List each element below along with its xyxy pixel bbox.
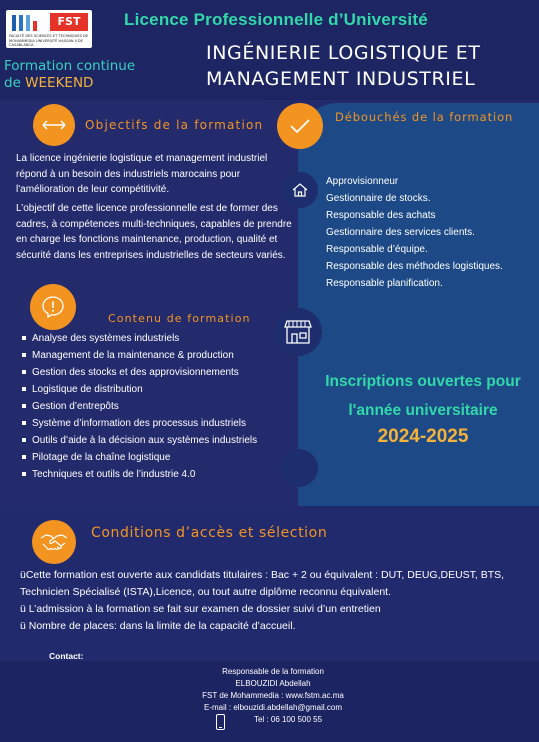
formation-type-line1: Formation continue	[4, 58, 136, 74]
objectifs-paragraph-2: L’objectif de cette licence professionnelle est de former des cadres, à compétences multi-techniques, capables de prendre en charge les fonctions maintenance, production, qualité et sécurité dans les entreprises industrielles de secteurs variés.	[16, 203, 292, 261]
objectifs-paragraph-1: La licence ingénierie logistique et management industriel répond à un besoin des industriels marocains pour l'amélioration de leur compétitivité.	[16, 153, 268, 195]
inscriptions-announcement	[306, 367, 539, 425]
list-item: Gestion d’entrepôts	[21, 398, 261, 415]
inscriptions-line1: Inscriptions ouvertes pour	[325, 373, 521, 390]
list-item: Logistique de distribution	[21, 381, 261, 398]
program-name-line1: INGÉNIERIE LOGISTIQUE ET	[206, 42, 481, 64]
list-item: Responsable des méthodes logistiques.	[326, 261, 503, 272]
page-title: Licence Professionnelle d’Université	[124, 10, 428, 29]
contact-site[interactable]: FST de Mohammedia : www.fstm.ac.ma	[202, 691, 344, 700]
decorative-circle	[280, 449, 318, 487]
arrows-left-right-icon	[33, 104, 75, 146]
list-item: Management de la maintenance & production	[21, 347, 261, 364]
contact-role: Responsable de la formation	[222, 667, 324, 676]
contact-block	[180, 666, 366, 726]
contact-label: Contact:	[49, 651, 84, 661]
list-item: Responsable planification.	[326, 278, 443, 289]
handshake-icon	[32, 520, 76, 564]
logo-mark-icon	[10, 13, 44, 33]
conditions-line2: ü L’admission à la formation se fait sur examen de dossier suivi d’un entretien	[20, 603, 381, 615]
contact-phone: Tel : 06 100 500 55	[253, 715, 323, 724]
formation-weekend: WEEKEND	[25, 75, 94, 91]
academic-year: 2024-2025	[377, 426, 469, 447]
list-item: Gestionnaire des services clients.	[326, 227, 475, 238]
conditions-title: Conditions d’accès et sélection	[91, 525, 328, 541]
conditions-line3: ü Nombre de places: dans la limite de la capacité d’accueil.	[20, 620, 296, 632]
list-item: Gestion des stocks et des approvisionnements	[21, 364, 261, 381]
contact-name: ELBOUZIDI Abdellah	[235, 679, 311, 688]
list-item: Responsable des achats	[326, 210, 436, 221]
debouches-list	[326, 173, 536, 292]
logo-caption: FACULTÉ DES SCIENCES ET TECHNIQUES DE MOHAMMEDIA UNIVERSITÉ HASSAN II DE CASABLANCA	[9, 34, 89, 47]
debouches-title: Débouchés de la formation	[335, 110, 514, 124]
program-name	[206, 40, 526, 92]
formation-de: de	[4, 75, 26, 91]
formation-type-line2	[4, 75, 135, 92]
exclamation-icon	[30, 284, 76, 330]
contenu-title: Contenu de formation	[108, 312, 251, 325]
list-item: Système d’information des processus industriels	[21, 415, 261, 432]
list-item: Approvisionneur	[326, 176, 399, 187]
phone-icon	[216, 714, 225, 730]
list-item: Techniques et outils de l’industrie 4.0	[21, 466, 261, 483]
logo-fst-box: FST	[50, 13, 88, 31]
list-item: Gestionnaire de stocks.	[326, 193, 431, 204]
checkmark-icon	[277, 103, 323, 149]
list-item: Analyse des systèmes industriels	[21, 330, 261, 347]
storefront-icon	[274, 308, 322, 356]
contenu-list	[21, 330, 261, 483]
list-item: Outils d’aide à la décision aux systèmes industriels	[21, 432, 261, 449]
list-item: Pilotage de la chaîne logistique	[21, 449, 261, 466]
formation-type	[4, 58, 135, 92]
header	[0, 0, 539, 100]
inscriptions-line2: l'année universitaire	[348, 402, 498, 419]
house-icon	[282, 172, 318, 208]
conditions-text	[20, 567, 535, 635]
conditions-line1: üCette formation est ouverte aux candidats titulaires : Bac + 2 ou équivalent : DUT, DEUG,DEUST, BTS, Technicien Spécialisé (ISTA),Licence, ou tout autre diplôme reconnu équivalent.	[20, 569, 505, 598]
objectifs-title: Objectifs de la formation	[85, 118, 264, 132]
list-item: Responsable d’équipe.	[326, 244, 428, 255]
fst-logo	[6, 10, 92, 48]
program-name-line2: MANAGEMENT INDUSTRIEL	[206, 68, 476, 90]
contact-email[interactable]: E-mail : elbouzidi.abdellah@gmail.com	[204, 703, 342, 712]
